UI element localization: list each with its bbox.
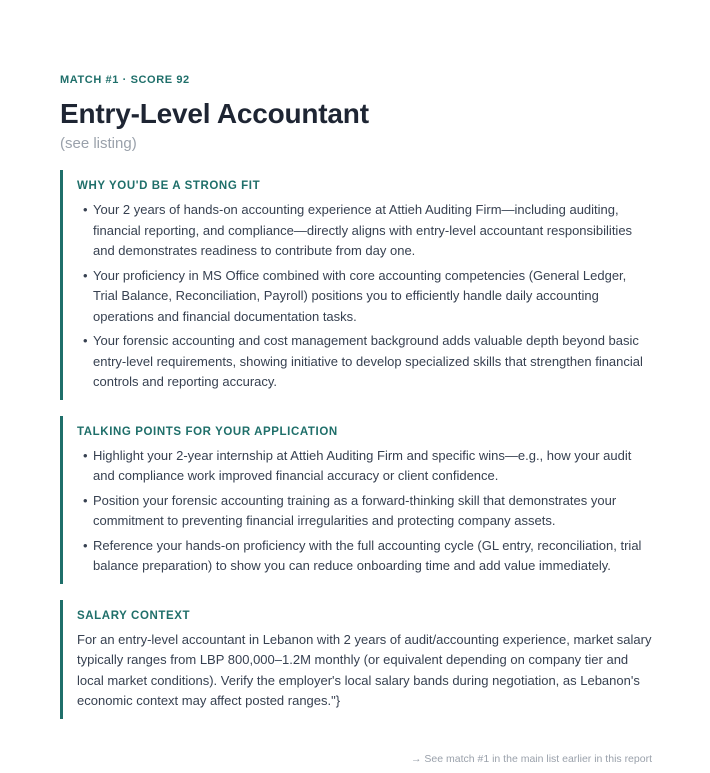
talking-points-section (60, 416, 652, 584)
salary-heading: SALARY CONTEXT (77, 609, 191, 622)
bullet-icon: • (83, 333, 88, 348)
salary-section (60, 600, 652, 719)
talking-points-list (77, 446, 652, 577)
list-item-text: Your proficiency in MS Office combined with core accounting competencies (General Ledger, Trial Balance, Reconciliation, Payroll) positions you to efficiently handle daily accounting operations and financial documentation tasks. (93, 267, 627, 324)
bullet-icon: • (83, 492, 88, 508)
strong-fit-section (60, 170, 652, 400)
footer-note: → See match #1 in the main list earlier in this report (410, 753, 652, 765)
strong-fit-list (77, 200, 652, 393)
match-report (60, 72, 652, 719)
bullet-icon: • (83, 447, 88, 463)
bullet-icon: • (83, 537, 88, 553)
page-title: Entry-Level Accountant (60, 98, 369, 129)
list-item (77, 491, 652, 532)
talking-points-heading: TALKING POINTS FOR YOUR APPLICATION (77, 425, 338, 438)
strong-fit-heading: WHY YOU'D BE A STRONG FIT (77, 180, 261, 192)
list-item (77, 266, 652, 328)
bullet-icon: • (83, 202, 88, 217)
list-item (77, 331, 652, 393)
list-item (77, 536, 652, 577)
bullet-icon: • (83, 267, 88, 283)
salary-text: For an entry-level accountant in Lebanon with 2 years of audit/accounting experience, market salary typically ranges from LBP 800,000–1.2M monthly (or equivalent depending on company tier and local market conditions). Verify the employer's local salary bands during negotiation, as Lebanon's economic context may affect posted ranges."} (77, 631, 652, 708)
list-item-text: Your 2 years of hands-on accounting experience at Attieh Auditing Firm—including auditing, financial reporting, and compliance—directly aligns with entry-level accountant responsibilities and demonstrates readiness to contribute from day one. (93, 202, 633, 258)
list-item-text: Position your forensic accounting training as a forward-thinking skill that demonstrates your commitment to preventing financial irregularities and protecting company assets. (93, 492, 617, 528)
list-item-text: Highlight your 2-year internship at Attieh Auditing Firm and specific wins—e.g., how your audit and compliance work improved financial accuracy or client confidence. (93, 447, 632, 483)
match-kicker: MATCH #1 · SCORE 92 (60, 74, 190, 86)
list-item (77, 446, 652, 487)
list-item-text: Your forensic accounting and cost management background adds valuable depth beyond basic entry-level requirements, showing initiative to develop specialized skills that strengthen financial controls and reporting accuracy. (93, 333, 643, 389)
list-item (77, 200, 652, 262)
list-item-text: Reference your hands-on proficiency with the full accounting cycle (GL entry, reconciliation, trial balance preparation) to show you can reduce onboarding time and add value immediately. (93, 537, 642, 573)
listing-subtitle: (see listing) (60, 135, 137, 152)
